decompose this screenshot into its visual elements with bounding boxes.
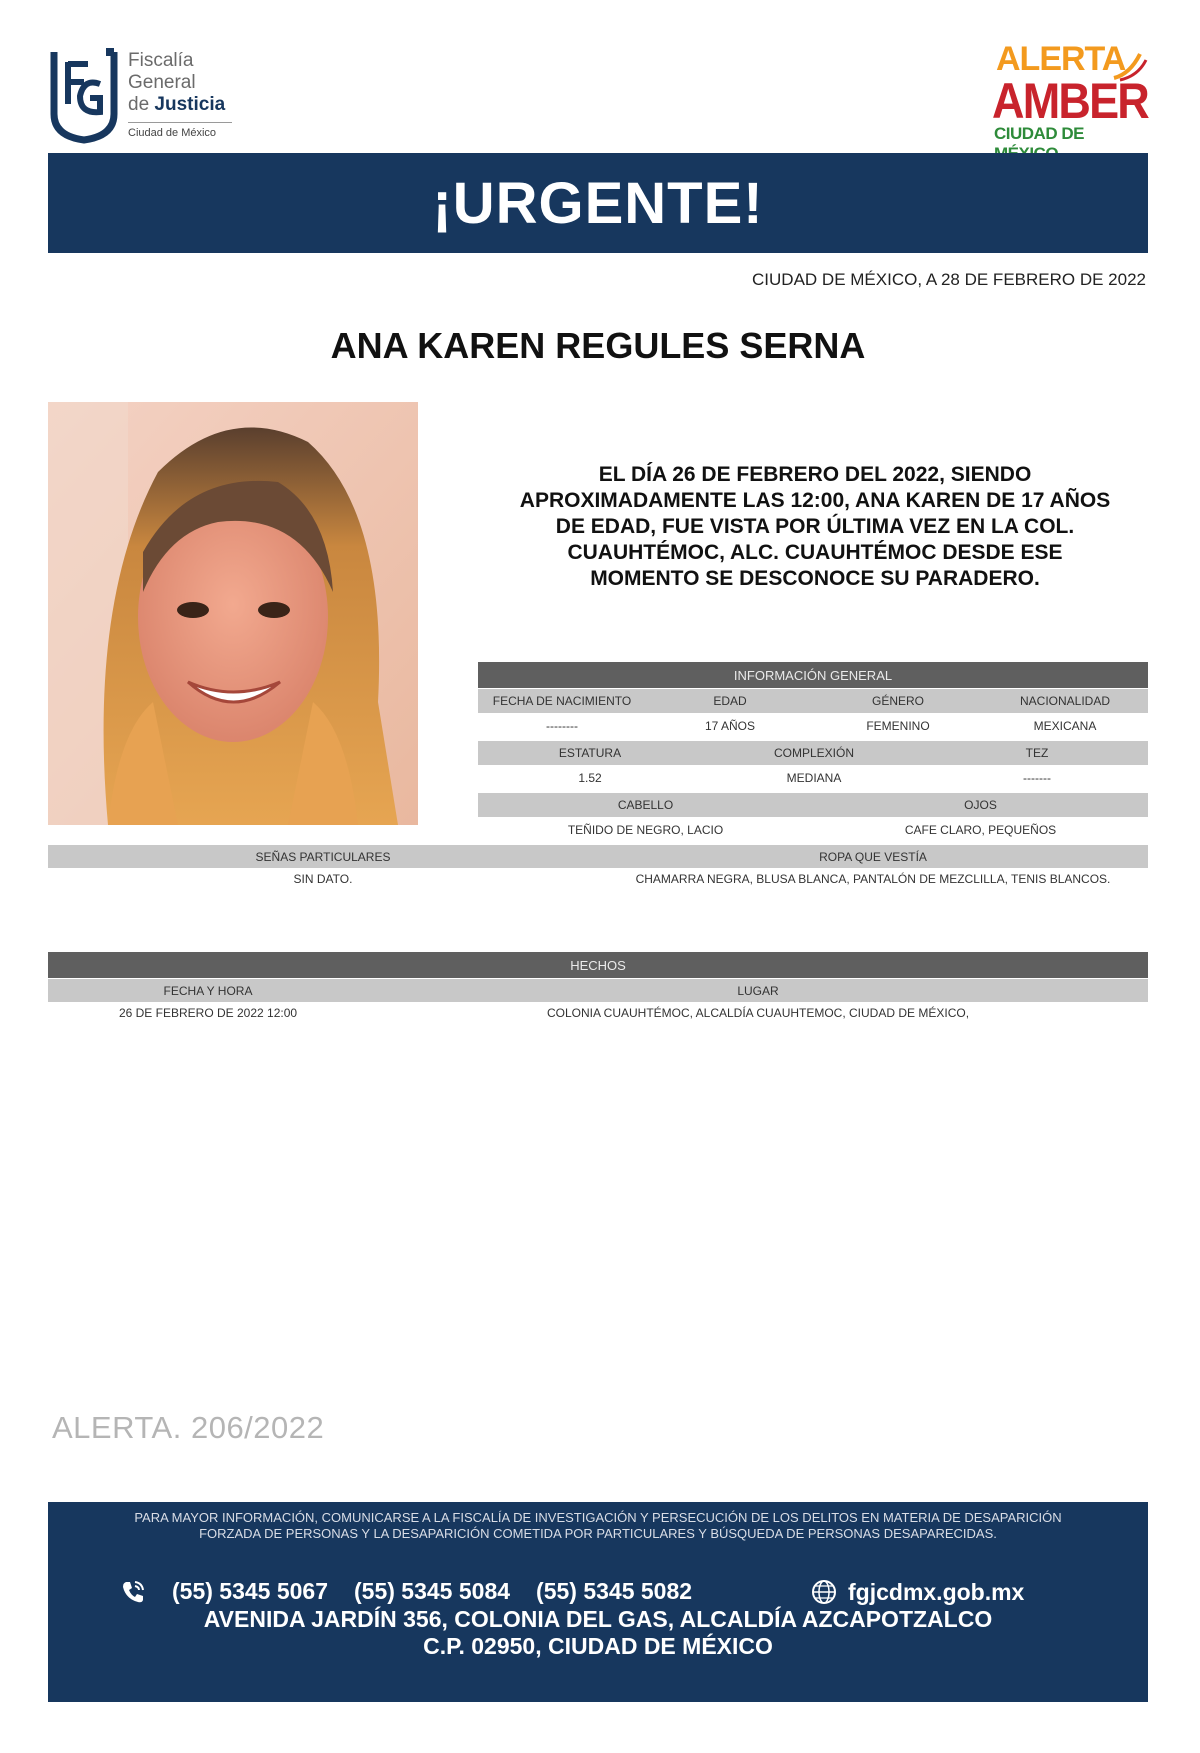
missing-person-photo: [48, 402, 418, 825]
amber-logo-line3: CIUDAD DE: [994, 124, 1084, 143]
fgj-logo-line2: General: [128, 72, 196, 93]
fgj-logo-line4: Ciudad de México: [128, 127, 217, 139]
info-row3-values: [478, 818, 1148, 842]
label-gender: GÉNERO: [871, 694, 924, 708]
fgj-logo-line3-prefix: de: [128, 94, 155, 115]
fgj-logo-line3: [128, 94, 232, 116]
value-gender: FEMENINO: [866, 719, 930, 733]
hechos-values: [48, 1002, 1148, 1024]
footer-info: [48, 1510, 1148, 1542]
value-hair: TEÑIDO DE NEGRO, LACIO: [567, 823, 724, 837]
address-line1: AVENIDA JARDÍN 356, COLONIA DEL GAS, ALCALDÍA AZCAPOTZALCO: [203, 1606, 993, 1632]
fgj-logo-line1: Fiscalía: [128, 50, 194, 71]
phone-number[interactable]: (55) 5345 5084: [354, 1578, 511, 1604]
label-birthdate: FECHA DE NACIMIENTO: [492, 694, 632, 708]
alert-number: ALERTA. 206/2022: [52, 1410, 325, 1445]
website-link[interactable]: fgjcdmx.gob.mx: [848, 1578, 1025, 1605]
portrait-illustration: [48, 402, 418, 825]
label-distinguishing-marks: SEÑAS PARTICULARES: [255, 850, 391, 864]
value-place: COLONIA CUAUHTÉMOC, ALCALDÍA CUAUHTEMOC, CIUDAD DE MÉXICO,: [546, 1006, 970, 1020]
info-row4-values: [48, 868, 1148, 890]
label-complexion: TEZ: [1025, 746, 1049, 760]
amber-logo-line2: AMBER: [992, 73, 1148, 129]
info-row3-labels: [478, 793, 1148, 817]
phone-numbers: [120, 1578, 692, 1605]
footer-info-line: PARA MAYOR INFORMACIÓN, COMUNICARSE A LA FISCALÍA DE INVESTIGACIÓN Y PERSECUCIÓN DE LOS DELITOS EN MATERIA DE DESAPARICIÓN: [134, 1510, 1062, 1525]
phone-number[interactable]: (55) 5345 5067: [172, 1578, 329, 1604]
hechos-title: HECHOS: [570, 957, 626, 973]
fgj-logo: [48, 44, 238, 148]
info-general-title: INFORMACIÓN GENERAL: [733, 667, 893, 683]
info-row1-values: [478, 714, 1148, 738]
info-row1-labels: [478, 689, 1148, 713]
globe-icon: [810, 1578, 838, 1606]
incident-narrative: [480, 462, 1150, 592]
narrative-line: MOMENTO SE DESCONOCE SU PARADERO.: [590, 567, 1040, 590]
label-height: ESTATURA: [558, 746, 622, 760]
info-general-header: [478, 662, 1148, 688]
phone-icon: [120, 1579, 146, 1605]
info-row2-values: [478, 766, 1148, 790]
value-birthdate: --------: [546, 719, 578, 733]
fgj-emblem-icon: [48, 44, 120, 144]
value-clothing: CHAMARRA NEGRA, BLUSA BLANCA, PANTALÓN DE MEZCLILLA, TENIS BLANCOS.: [635, 872, 1111, 886]
value-distinguishing-marks: SIN DATO.: [293, 872, 353, 886]
label-eyes: OJOS: [964, 798, 997, 812]
info-row4-labels: [48, 845, 1148, 869]
label-age: EDAD: [713, 694, 747, 708]
urgent-title: ¡URGENTE!: [432, 170, 764, 236]
website: [810, 1578, 1024, 1606]
urgent-banner: [48, 153, 1148, 253]
narrative-line: APROXIMADAMENTE LAS 12:00, ANA KAREN DE 17 AÑOS: [519, 489, 1111, 512]
narrative-line: DE EDAD, FUE VISTA POR ÚLTIMA VEZ EN LA COL.: [555, 515, 1075, 538]
value-nationality: MEXICANA: [1033, 719, 1097, 733]
value-eyes: CAFE CLARO, PEQUEÑOS: [904, 823, 1057, 837]
footer-info-line: FORZADA DE PERSONAS Y LA DESAPARICIÓN COMETIDA POR PARTICULARES Y BÚSQUEDA DE PERSONAS DESAPARECIDAS.: [199, 1526, 997, 1541]
label-hair: CABELLO: [617, 798, 674, 812]
label-place: LUGAR: [737, 984, 779, 998]
hechos-labels: [48, 979, 1148, 1003]
alerta-amber-logo: [990, 40, 1150, 148]
value-height: 1.52: [578, 771, 602, 785]
fgj-logo-rule: [128, 122, 232, 123]
date-line: CIUDAD DE MÉXICO, A 28 DE FEBRERO DE 2022: [752, 270, 1146, 289]
value-date-time: 26 DE FEBRERO DE 2022 12:00: [118, 1006, 298, 1020]
contact-footer: [48, 1502, 1148, 1702]
label-clothing: ROPA QUE VESTÍA: [819, 850, 927, 864]
label-date-time: FECHA Y HORA: [163, 984, 253, 998]
hechos-header: [48, 952, 1148, 978]
address-line2: C.P. 02950, CIUDAD DE MÉXICO: [423, 1633, 773, 1659]
narrative-line: EL DÍA 26 DE FEBRERO DEL 2022, SIENDO: [598, 463, 1032, 486]
value-complexion: -------: [1023, 771, 1051, 785]
label-nationality: NACIONALIDAD: [1019, 694, 1111, 708]
narrative-line: CUAUHTÉMOC, ALC. CUAUHTÉMOC DESDE ESE: [567, 541, 1063, 564]
amber-logo-line1: ALERTA: [996, 40, 1126, 78]
value-age: 17 AÑOS: [704, 719, 756, 733]
fgj-logo-line3-bold: Justicia: [154, 94, 226, 115]
label-build: COMPLEXIÓN: [773, 746, 854, 760]
info-row2-labels: [478, 741, 1148, 765]
person-name: ANA KAREN REGULES SERNA: [330, 325, 866, 366]
phone-number[interactable]: (55) 5345 5082: [536, 1578, 693, 1604]
value-build: MEDIANA: [786, 771, 842, 785]
